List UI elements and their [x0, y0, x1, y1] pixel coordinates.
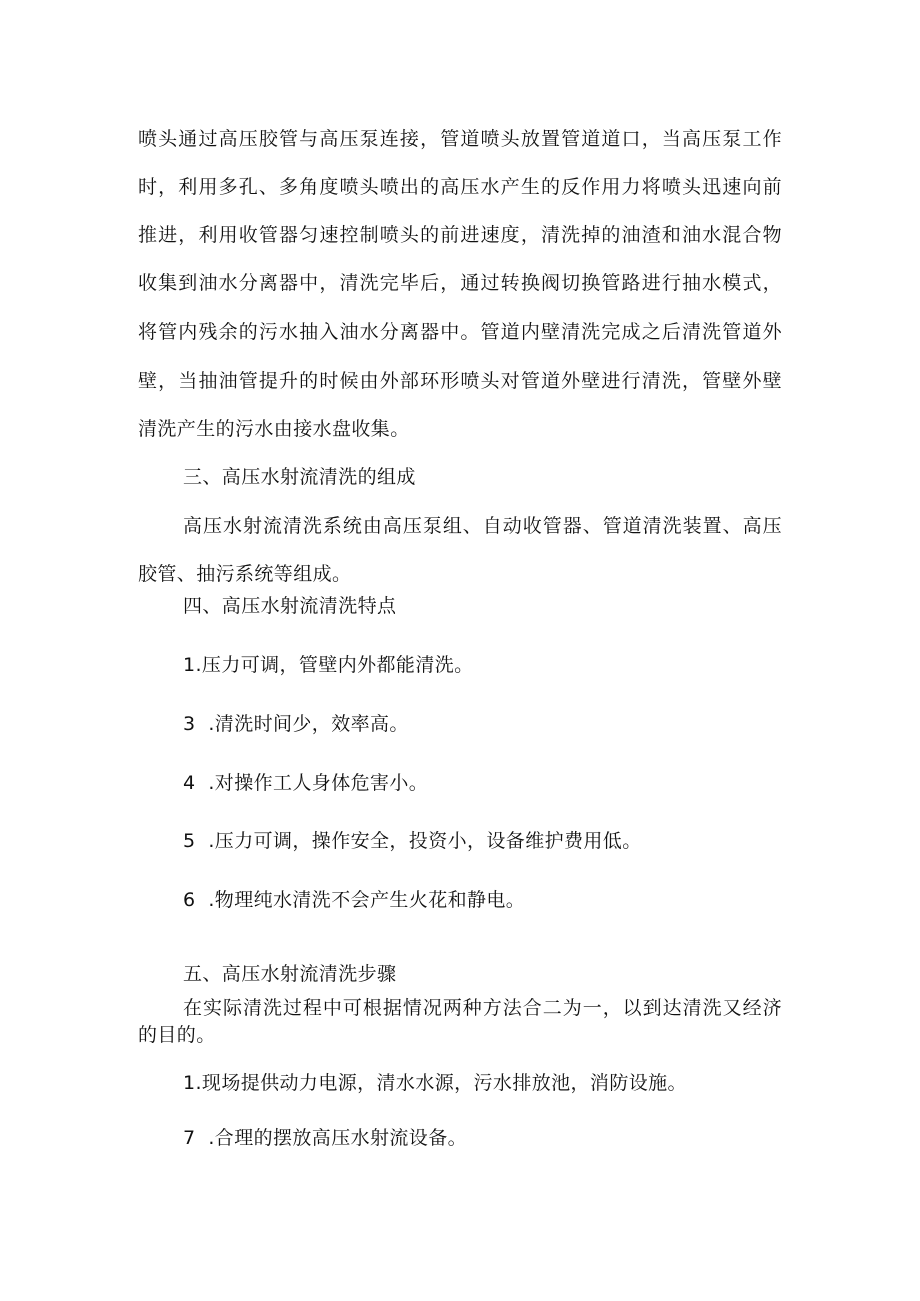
paragraph-line: 清洗产生的污水由接水盘收集。 [138, 418, 410, 440]
paragraph-line: 胶管、抽污系统等组成。 [138, 563, 352, 585]
paragraph-line: 收集到油水分离器中，清洗完毕后，通过转换阀切换管路进行抽水模式， [138, 272, 782, 294]
section-heading: 三、高压水射流清洗的组成 [183, 466, 416, 488]
paragraph-line: 时，利用多孔、多角度喷头喷出的高压水产生的反作用力将喷头迅速向前 [138, 176, 782, 198]
paragraph-line: 推进，利用收管器匀速控制喷头的前进速度，清洗掉的油渣和油水混合物 [138, 224, 782, 246]
list-item: 1.压力可调，管壁内外都能清洗。 [183, 654, 474, 676]
paragraph-line: 喷头通过高压胶管与高压泵连接，管道喷头放置管道道口，当高压泵工作 [138, 128, 782, 150]
paragraph-line: 高压水射流清洗系统由高压泵组、自动收管器、管道清洗装置、高压 [183, 515, 782, 537]
paragraph-line: 的目的。 [138, 1024, 216, 1046]
list-item: 7 .合理的摆放高压水射流设备。 [183, 1127, 468, 1149]
section-heading: 四、高压水射流清洗特点 [183, 595, 397, 617]
list-item: 4 .对操作工人身体危害小。 [183, 772, 429, 794]
paragraph-line: 在实际清洗过程中可根据情况两种方法合二为一，以到达清洗又经济 [183, 997, 782, 1019]
list-item: 1.现场提供动力电源，清水水源，污水排放池，消防设施。 [183, 1072, 687, 1094]
paragraph-line: 将管内残余的污水抽入油水分离器中。管道内壁清洗完成之后清洗管道外 [138, 321, 782, 343]
section-heading: 五、高压水射流清洗步骤 [183, 963, 397, 985]
list-item: 6 .物理纯水清洗不会产生火花和静电。 [183, 889, 526, 911]
list-item: 5 .压力可调，操作安全，投资小，设备维护费用低。 [183, 830, 642, 852]
paragraph-line: 壁，当抽油管提升的时候由外部环形喷头对管道外壁进行清洗，管壁外壁 [138, 370, 782, 392]
list-item: 3 .清洗时间少，效率高。 [183, 713, 409, 735]
